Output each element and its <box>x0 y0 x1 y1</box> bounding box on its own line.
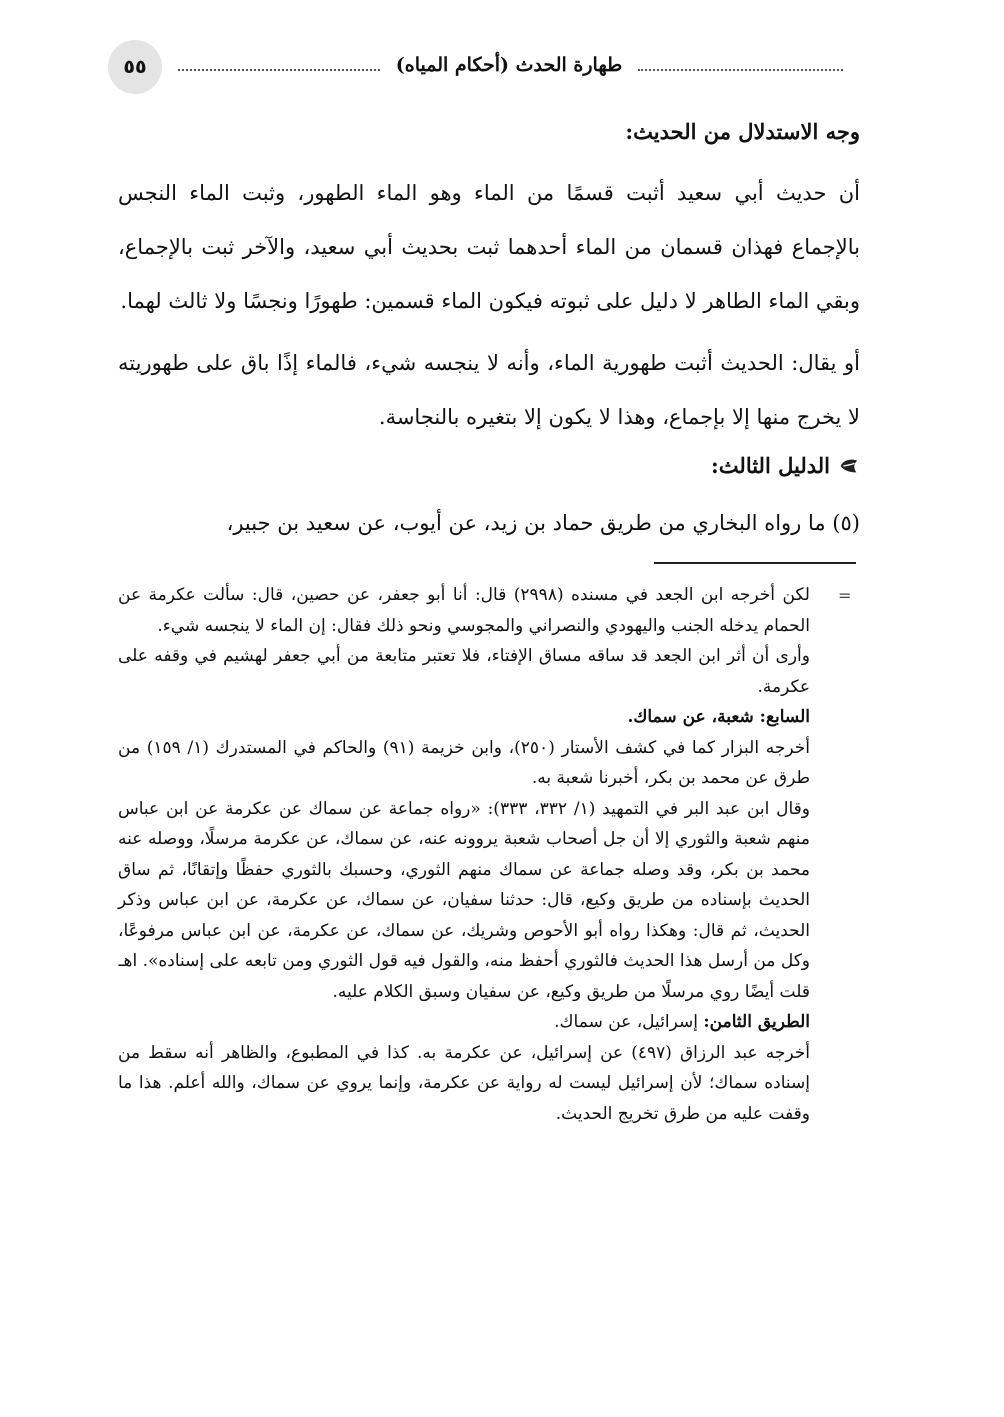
section-heading-inference: وجه الاستدلال من الحديث: <box>625 119 860 144</box>
footnote-paragraph-8: أخرجه عبد الرزاق (٤٩٧) عن إسرائيل، عن عكرمة به. كذا في المطبوع، والظاهر أنه سقط من إسناده سماك؛ لأن إسرائيل ليست له رواية عن عكرمة، وإنما يروي عن سماك، والله أعلم. هذا ما وقفت عليه من طرق تخريج الحديث. <box>118 1042 810 1124</box>
paragraph-2: أو يقال: الحديث أثبت طهورية الماء، وأنه لا ينجسه شيء، فالماء إذًا باق على طهوريته لا يخرج منها إلا بإجماع، وهذا لا يكون إلا بتغيره بالنجاسة. <box>118 351 860 429</box>
footnotes <box>118 580 810 1129</box>
footnote-paragraph-6: قلت أيضًا روي مرسلًا من طريق وكيع، عن سفيان وسبق الكلام عليه. <box>332 981 810 1002</box>
footnote-paragraph-5: وقال ابن عبد البر في التمهيد (١/ ٣٣٢، ٣٣٣): «رواه جماعة عن سماك عن عكرمة عن ابن عباس منهم شعبة والثوري إلا أن جل أصحاب شعبة يروونه عنه، عن سماك، عن عكرمة مرسلًا، ووصله عنه محمد بن بكر، وقد وصله جماعة عن سماك منهم الثوري، وحسبك بالثوري حفظًا وإتقانًا، ثم ساق الحديث بإسناده من طريق وكيع، قال: حدثنا سفيان، عن سماك، عن عكرمة، عن ابن عباس وذكر الحديث، ثم قال: وهكذا رواه أبو الأحوص وشريك، عن سماك، عن عكرمة، عن ابن عباس مرفوعًا، وكل من أرسل هذا الحديث فالثوري أحفظ منه، والقول فيه قول الثوري ومن تابعه على إسناده». اهـ <box>118 798 811 971</box>
footnote-separator <box>654 562 856 564</box>
leaf-bullet-icon <box>838 455 860 477</box>
footnote-continuation-mark: = <box>838 586 852 605</box>
footnote-paragraph-1: لكن أخرجه ابن الجعد في مسنده (٢٩٩٨) قال: أنا أبو جعفر، عن حصين، قال: سألت عكرمة عن الحمام يدخله الجنب واليهودي والنصراني والمجوسي ونحو ذلك فقال: إن الماء لا ينجسه شيء. <box>118 585 810 636</box>
main-text <box>118 112 860 550</box>
label-seventh-text: السابع: شعبة، عن سماك. <box>627 707 810 727</box>
label-eighth-text: الطريق الثامن: <box>703 1012 810 1032</box>
footnote-paragraph-4: أخرجه البزار كما في كشف الأستار (٢٥٠)، وابن خزيمة (٩١) والحاكم في المستدرك (١/ ١٥٩) من طرق عن محمد بن بكر، أخبرنا شعبة به. <box>118 737 810 788</box>
paragraph-1: أن حديث أبي سعيد أثبت قسمًا من الماء وهو الماء الطهور، وثبت الماء النجس بالإجماع فهذان قسمان من الماء أحدهما ثبت بحديث أبي سعيد، والآخر ثبت بالإجماع، وبقي الماء الطاهر لا دليل على ثبوته فيكون الماء قسمين: طهورًا ونجسًا ولا ثالث لهما. <box>118 181 860 313</box>
header-dotted-leader-left <box>178 69 380 71</box>
running-title: طهارة الحدث (أحكام المياه) <box>395 54 623 76</box>
footnote-label-eighth <box>118 1007 810 1038</box>
footnote-paragraph-2: وأرى أن أثر ابن الجعد قد ساقه مساق الإفتاء، فلا تعتبر متابعة من أبي جعفر لهشيم في وقفه على عكرمة. <box>118 646 810 697</box>
header-dotted-leader-right <box>638 69 843 71</box>
page-number-badge: ٥٥ <box>108 40 162 94</box>
page-header <box>108 40 848 96</box>
footnote-label-seventh <box>118 702 810 733</box>
paragraph-3: (٥) ما رواه البخاري من طريق حماد بن زيد، عن أيوب، عن سعيد بن جبير، <box>226 511 860 535</box>
label-eighth-rest: إسرائيل، عن سماك. <box>554 1012 704 1032</box>
heading-third-evidence-text: الدليل الثالث: <box>711 453 830 478</box>
section-heading-third-evidence <box>118 446 860 486</box>
